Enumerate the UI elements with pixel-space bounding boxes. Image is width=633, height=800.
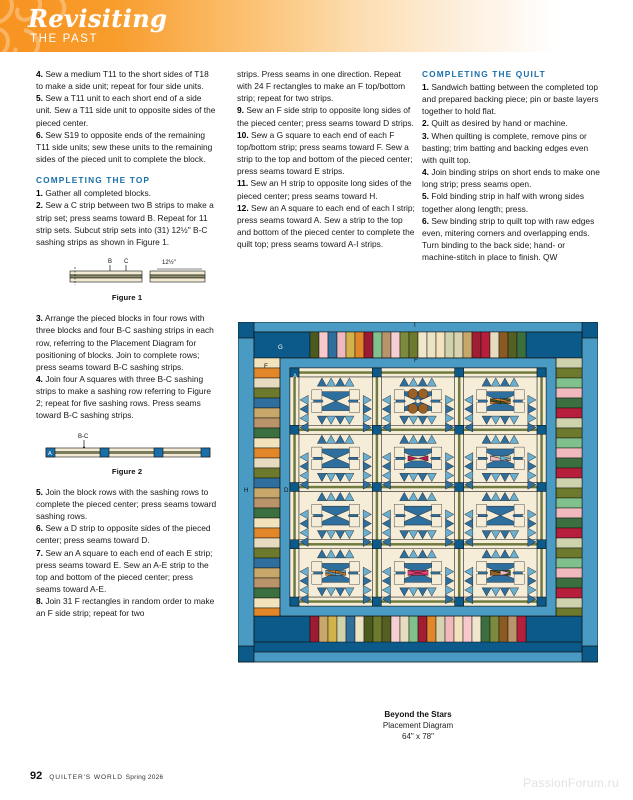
- figure-2-diagram: [38, 429, 216, 463]
- placement-diagram-caption: [238, 709, 598, 742]
- instruction-step: 9. Sew an F side strip to opposite long sides of the pieced center; press seams toward D strips.: [237, 105, 414, 128]
- watermark: PassionForum.ru: [523, 776, 619, 790]
- figure-2: [36, 429, 218, 478]
- banner-title: [28, 6, 167, 46]
- instruction-step: 4. Join binding strips on short ends to make one long strip; press seams open.: [422, 167, 600, 190]
- quilt-label-f_top: F: [414, 357, 418, 364]
- instruction-step: 1. Gather all completed blocks.: [36, 188, 151, 199]
- instruction-step: strips. Press seams in one direction. Repeat with 24 F rectangles to make an F top/bottom strip; repeat for two strips.: [237, 69, 406, 104]
- instruction-step: 2. Quilt as desired by hand or machine.: [422, 118, 568, 129]
- figure-1-label-c: C: [124, 259, 129, 266]
- section-heading-completing-the-top: COMPLETING THE TOP: [36, 175, 151, 186]
- quilt-placement-diagram-svg: [238, 322, 598, 704]
- page-banner: [0, 0, 633, 52]
- quilt-dimensions: 64" x 78": [402, 732, 434, 741]
- placement-diagram: [238, 322, 598, 742]
- quilt-label-h: H: [244, 487, 249, 494]
- quilt-label-d: D: [284, 487, 289, 494]
- figure-2-label-bc: B-C: [78, 433, 89, 440]
- instruction-step-final: 6. Sew binding strip to quilt top with raw edges even, mitering corners and overlapping ends. Turn binding to the back side; hand- or machine-stitch in place to finish. QW: [422, 215, 595, 263]
- quilt-label-g: G: [278, 344, 283, 351]
- quilt-diagram-label: Placement Diagram: [382, 721, 454, 730]
- issue-text: Spring 2026: [125, 774, 164, 781]
- figure-1-caption: Figure 1: [111, 293, 143, 303]
- quilt-label-i: I: [414, 322, 416, 329]
- figure-2-caption: Figure 2: [111, 466, 143, 476]
- figure-1-diagram: [42, 255, 212, 289]
- quilt-label-f_left: F: [264, 363, 268, 370]
- figure-1: [36, 255, 218, 304]
- page-footer: [30, 770, 163, 782]
- spacer: [36, 165, 218, 174]
- section-heading-completing-the-quilt: COMPLETING THE QUILT: [422, 69, 546, 79]
- figure-1-label-measure: 12½": [162, 260, 176, 267]
- instruction-step: 4. Join four A squares with three B-C sashing strips to make a sashing row referring to Figure 2; repeat for five sashing rows. Press seams toward B-C sashing strips.: [36, 373, 212, 421]
- instruction-step: 6. Sew S19 to opposite ends of the remaining T11 side units; sew these units to the remaining sides of the pieced unit to complete the block.: [36, 129, 213, 165]
- figure-2-label-a: A: [48, 450, 52, 457]
- instruction-step: 8. Join 31 F rectangles in random order to make an F side strip; repeat for two: [36, 596, 215, 619]
- instruction-step: 11. Sew an H strip to opposite long sides of the pieced center; press seams toward H.: [237, 178, 412, 201]
- instruction-step: 6. Sew a D strip to opposite sides of the pieced center; press seams toward D.: [36, 523, 211, 546]
- instruction-step: 3. Arrange the pieced blocks in four rows with three blocks and four B-C sashing strips in each row, referring to the Placement Diagram for positioning of blocks. Join to complete rows; press seams toward B-C sashing strips.: [36, 313, 214, 372]
- instruction-step: 3. When quilting is complete, remove pins or basting; trim batting and backing edges even with quilt top.: [422, 130, 589, 165]
- instruction-step: 7. Sew an A square to each end of each E strip; press seams toward E. Sew an A-E strip to the top and bottom of the pieced center; press seams toward A-E.: [36, 547, 213, 594]
- figure-1-label-b: B: [108, 259, 113, 266]
- banner-title-script: Revisiting: [28, 4, 168, 33]
- instruction-step: 12. Sew an A square to each end of each I strip; press seams toward A. Sew a strip to the top and bottom of the pieced center to complete the quilt top; press seams toward A-I strips.: [237, 202, 415, 250]
- instruction-step: 10. Sew a G square to each end of each F top/bottom strip; press seams toward F. Sew a strip to the top and bottom of the pieced center; press seams toward E strips.: [237, 129, 413, 177]
- banner-title-sub: THE PAST: [30, 33, 99, 45]
- quilt-name: Beyond the Stars: [384, 710, 452, 719]
- page-number: 92: [30, 770, 43, 782]
- instruction-step: 1. Sandwich batting between the completed top and prepared backing piece; pin or baste layers together to hold flat.: [422, 82, 599, 117]
- text-column-1: [36, 68, 218, 619]
- instruction-step: 5. Sew a T11 unit to each short end of a side unit. Sew a T11 side unit to opposite sides of the pieced center.: [36, 93, 216, 128]
- text-column-2: [237, 68, 417, 250]
- instruction-step: 5. Join the block rows with the sashing rows to complete the pieced center; press seams toward sashing rows.: [36, 486, 217, 522]
- quilt-label-a: A: [293, 373, 298, 380]
- text-column-3: [422, 68, 600, 263]
- instruction-step: 4. Sew a medium T11 to the short sides of T18 to make a side unit; repeat for four side units.: [36, 69, 209, 92]
- magazine-title-text: QUILTER'S WORLD: [49, 774, 123, 781]
- magazine-name: [49, 774, 163, 781]
- instruction-step: 5. Fold binding strip in half with wrong sides together along length; press.: [422, 191, 585, 214]
- instruction-step: 2. Sew a C strip between two B strips to make a strip set; press seams toward B. Repeat for 11 strip sets. Subcut strip sets into (31) 12½" B-C sashing strips as shown in Figure 1.: [36, 200, 214, 247]
